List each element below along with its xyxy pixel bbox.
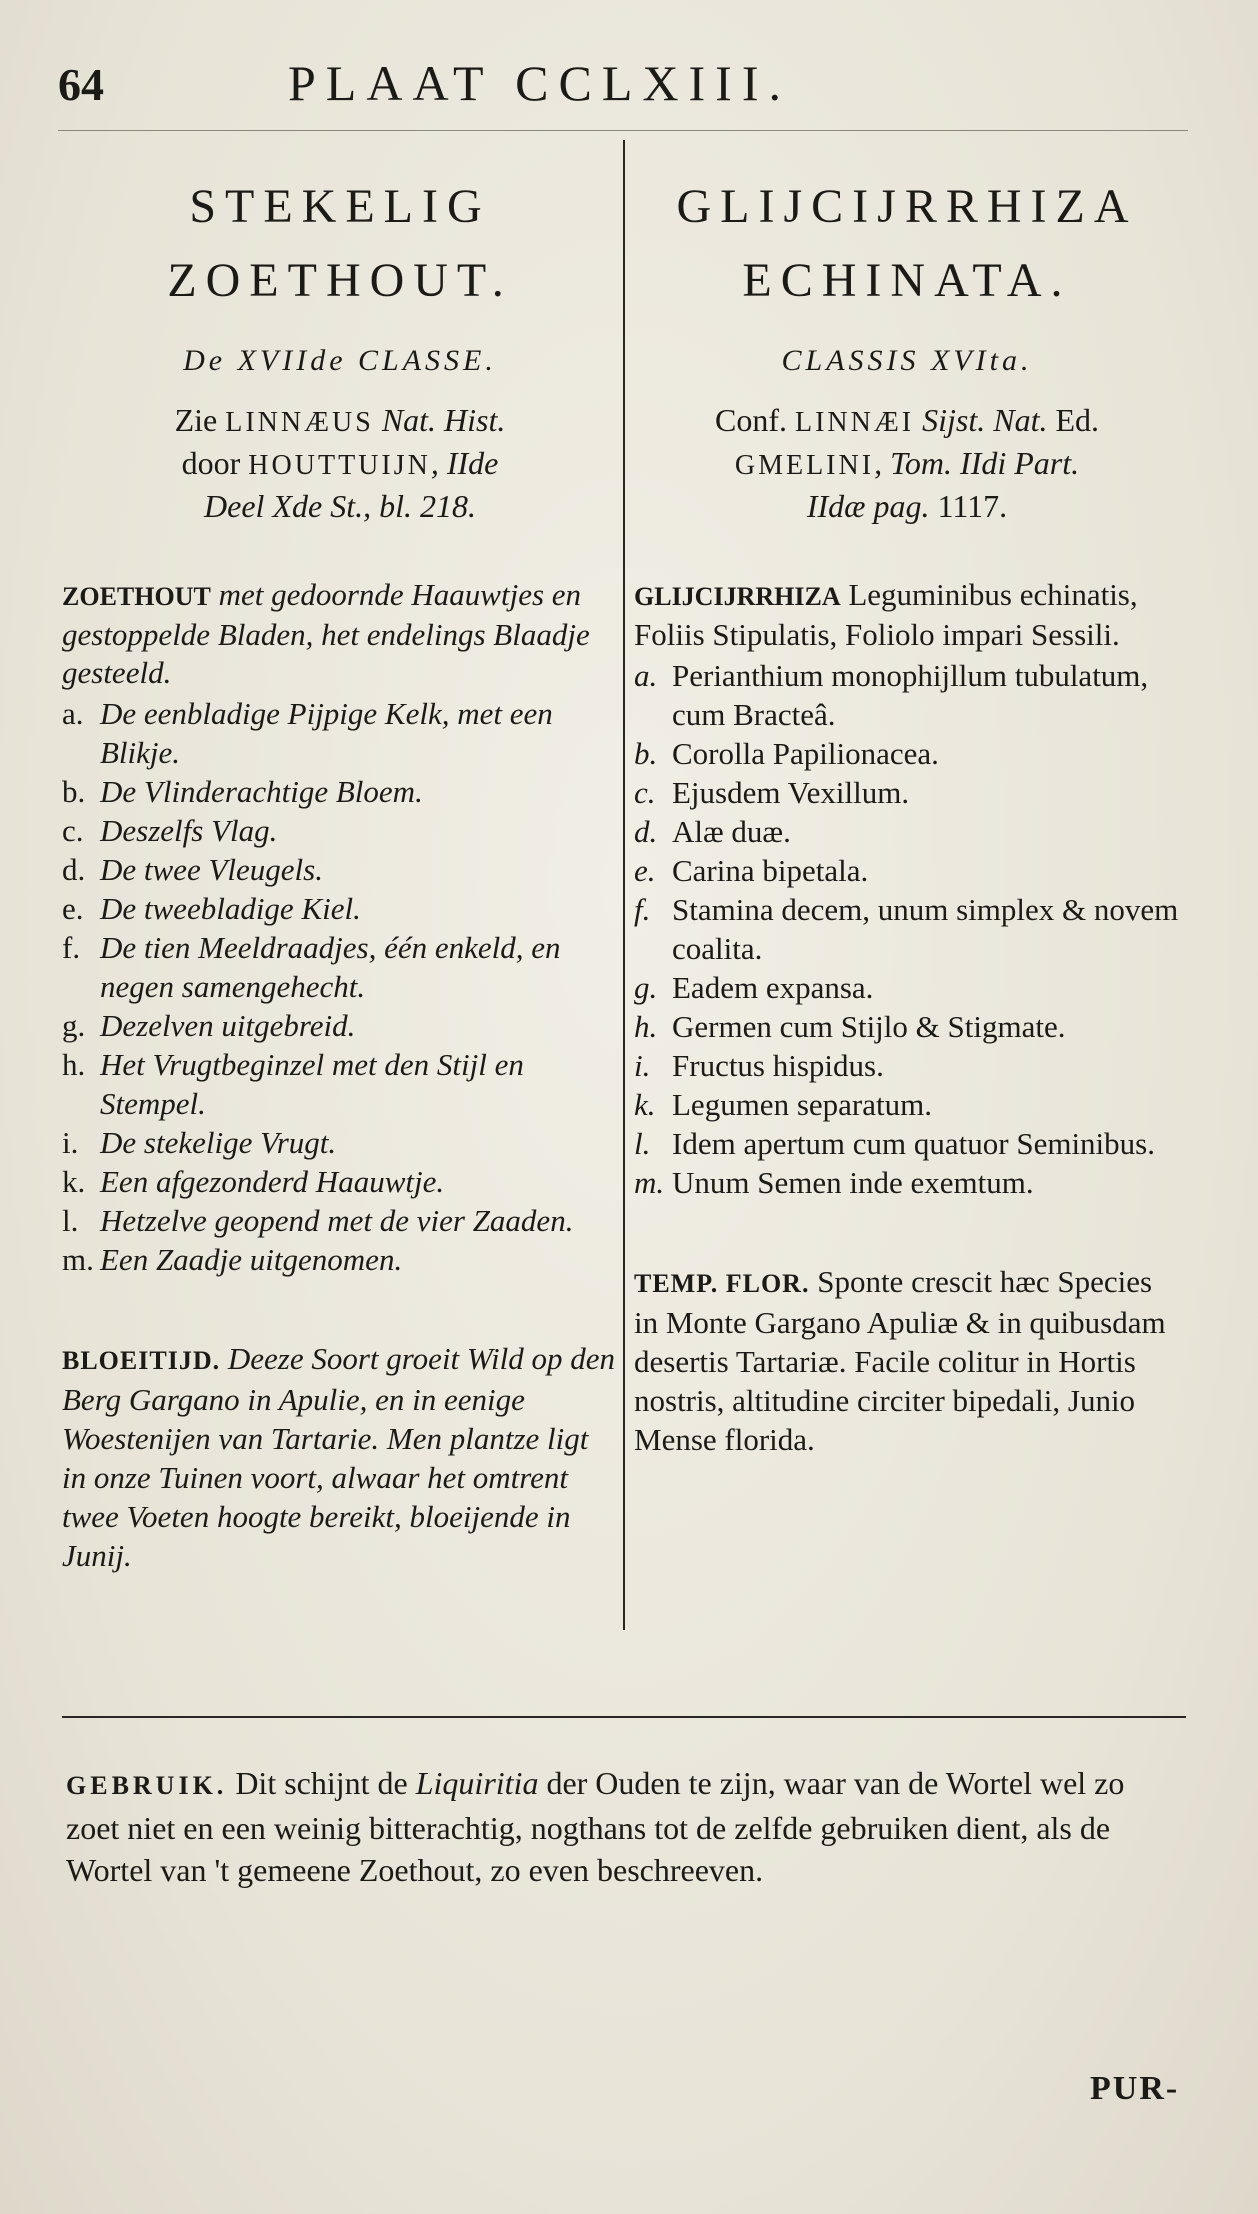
ref-work: Nat. Hist.	[373, 402, 506, 438]
item-text: Carina bipetala.	[672, 853, 869, 888]
latin-figure-list	[634, 656, 1180, 1202]
item-letter: b.	[634, 736, 658, 771]
item-letter: l.	[634, 1126, 651, 1161]
list-item	[62, 1123, 618, 1162]
dutch-figure-list	[62, 694, 618, 1279]
ref-edition: Ed.	[1047, 402, 1099, 438]
item-text: Legumen separatum.	[672, 1087, 932, 1122]
list-item	[62, 772, 618, 811]
latin-description	[634, 576, 1180, 654]
latin-reference	[634, 400, 1180, 526]
item-text: Alæ duæ.	[672, 814, 791, 849]
item-letter: i.	[62, 1125, 79, 1160]
item-text: De tien Meeldraadjes, één enkeld, en negen samengehecht.	[100, 930, 561, 1004]
season-lead: BLOEITIJD.	[62, 1346, 221, 1375]
dutch-class-line: De XVIIde CLASSE.	[183, 344, 497, 377]
plate-title: PLAAT CCLXIII.	[288, 55, 791, 111]
desc-text: met gedoornde Haauwtjes en gestoppelde Bladen, het endelings Blaadje gesteeld.	[62, 577, 590, 690]
latin-title-line2: ECHINATA.	[742, 254, 1072, 307]
item-text: Perianthium monophijllum tubulatum, cum Bracteâ.	[672, 658, 1149, 732]
item-letter: c.	[62, 813, 84, 848]
item-letter: f.	[634, 892, 651, 927]
item-letter: d.	[62, 852, 86, 887]
list-item	[634, 890, 1180, 968]
item-letter: f.	[62, 930, 81, 965]
ref-page-label: IIdæ pag.	[806, 488, 930, 524]
list-item	[62, 1240, 618, 1279]
list-item	[62, 889, 618, 928]
item-text: Hetzelve geopend met de vier Zaaden.	[100, 1203, 574, 1238]
dutch-title-line1: STEKELIG	[189, 180, 491, 233]
item-text: Ejusdem Vexillum.	[672, 775, 910, 810]
ref-author: LINNÆI	[795, 407, 915, 438]
ref-text: Zie	[174, 402, 226, 438]
item-text: De stekelige Vrugt.	[100, 1125, 337, 1160]
item-text: Stamina decem, unum simplex & novem coalita.	[672, 892, 1179, 966]
item-text: Idem apertum cum quatuor Seminibus.	[672, 1126, 1155, 1161]
item-letter: h.	[62, 1047, 86, 1082]
item-letter: a.	[62, 696, 84, 731]
season-text: Sponte crescit hæc Species in Monte Gargano Apuliæ & in quibusdam desertis Tartariæ. Facile colitur in Hortis nostris, altitudine circiter bipedali, Junio Mense florida.	[634, 1264, 1166, 1457]
item-letter: g.	[62, 1008, 86, 1043]
ref-volume: Deel Xde St., bl. 218.	[204, 488, 476, 524]
item-text: Fructus hispidus.	[672, 1048, 884, 1083]
list-item	[62, 694, 618, 772]
item-text: De tweebladige Kiel.	[100, 891, 361, 926]
ref-tome: , Tom. IIdi Part.	[874, 445, 1080, 481]
latin-class-line: CLASSIS XVIta.	[781, 344, 1033, 377]
item-text: Unum Semen inde exemtum.	[672, 1165, 1034, 1200]
item-letter: a.	[634, 658, 658, 693]
item-text: De eenbladige Pijpige Kelk, met een Blikje.	[100, 696, 553, 770]
desc-lead: ZOETHOUT	[62, 582, 211, 611]
item-letter: e.	[634, 853, 656, 888]
list-item	[634, 734, 1180, 773]
ref-part: , IIde	[430, 445, 499, 481]
item-text: Het Vrugtbeginzel met den Stijl en Stempel.	[100, 1047, 524, 1121]
item-text: De twee Vleugels.	[100, 852, 323, 887]
item-letter: i.	[634, 1048, 651, 1083]
item-text: Eadem expansa.	[672, 970, 874, 1005]
catchword: PUR-	[1090, 2070, 1180, 2107]
item-letter: l.	[62, 1203, 79, 1238]
ref-translator: HOUTTUIJN	[248, 450, 431, 481]
season-lead: TEMP. FLOR.	[634, 1269, 810, 1298]
item-text: Corolla Papilionacea.	[672, 736, 939, 771]
latin-title-line1: GLIJCIJRRHIZA	[676, 180, 1138, 233]
usage-text: der Ouden te zijn, waar van de Wortel wel zo zoet niet en een weinig bitterachtig, nogthans tot de zelfde gebruiken dient, als de Wortel van 't gemeene Zoethout, zo even beschreeven.	[66, 1765, 1125, 1888]
list-item	[634, 968, 1180, 1007]
item-text: Dezelven uitgebreid.	[100, 1008, 356, 1043]
item-letter: k.	[62, 1164, 86, 1199]
item-text: Een Zaadje uitgenomen.	[100, 1242, 403, 1277]
ref-author: LINNÆUS	[225, 407, 374, 438]
ref-work: Sijst. Nat.	[914, 402, 1048, 438]
item-text: Germen cum Stijlo & Stigmate.	[672, 1009, 1066, 1044]
ref-editor: GMELINI	[734, 450, 875, 481]
ref-text: door	[181, 445, 249, 481]
list-item	[634, 1046, 1180, 1085]
usage-text: Dit schijnt de	[227, 1765, 416, 1801]
header-rule	[58, 130, 1188, 131]
item-letter: h.	[634, 1009, 658, 1044]
dutch-column	[62, 170, 618, 1575]
list-item	[634, 773, 1180, 812]
list-item	[62, 928, 618, 1006]
item-letter: m.	[62, 1242, 94, 1277]
item-letter: m.	[634, 1165, 665, 1200]
list-item	[634, 656, 1180, 734]
list-item	[62, 1162, 618, 1201]
item-letter: g.	[634, 970, 658, 1005]
item-text: De Vlinderachtige Bloem.	[100, 774, 423, 809]
item-letter: k.	[634, 1087, 656, 1122]
list-item	[62, 850, 618, 889]
item-letter: d.	[634, 814, 658, 849]
page-number: 64	[58, 59, 104, 110]
dutch-description	[62, 576, 618, 692]
item-text: Deszelfs Vlag.	[100, 813, 278, 848]
ref-text: Conf.	[715, 402, 795, 438]
list-item	[634, 1085, 1180, 1124]
dutch-reference	[62, 400, 618, 526]
item-text: Een afgezonderd Haauwtje.	[100, 1164, 445, 1199]
list-item	[634, 1007, 1180, 1046]
desc-lead: GLIJCIJRRHIZA	[634, 582, 841, 611]
list-item	[62, 1045, 618, 1123]
usage-italic-term: Liquiritia	[415, 1765, 539, 1801]
dutch-title-line2: ZOETHOUT.	[167, 254, 513, 307]
item-letter: c.	[634, 775, 656, 810]
list-item	[634, 1124, 1180, 1163]
desc-text: Leguminibus echinatis, Foliis Stipulatis, Foliolo impari Sessili.	[634, 577, 1138, 652]
item-letter: b.	[62, 774, 86, 809]
usage-paragraph	[66, 1762, 1182, 1891]
list-item	[62, 1201, 618, 1240]
season-text: Deeze Soort groeit Wild op den Berg Gargano in Apulie, en in eenige Woestenijen van Tartarie. Men plantze ligt in onze Tuinen voort, alwaar het omtrent twee Voeten hoogte bereikt, bloeijende in Junij.	[62, 1341, 616, 1573]
latin-column	[634, 170, 1180, 1459]
column-divider	[623, 140, 625, 1630]
footer-rule	[62, 1716, 1186, 1718]
item-letter: e.	[62, 891, 84, 926]
list-item	[62, 811, 618, 850]
list-item	[634, 812, 1180, 851]
usage-lead: GEBRUIK.	[66, 1771, 228, 1800]
list-item	[634, 1163, 1180, 1202]
dutch-flowering-time	[62, 1339, 618, 1575]
latin-flowering-time	[634, 1262, 1180, 1459]
ref-page-number: 1117.	[929, 488, 1008, 524]
list-item	[62, 1006, 618, 1045]
list-item	[634, 851, 1180, 890]
